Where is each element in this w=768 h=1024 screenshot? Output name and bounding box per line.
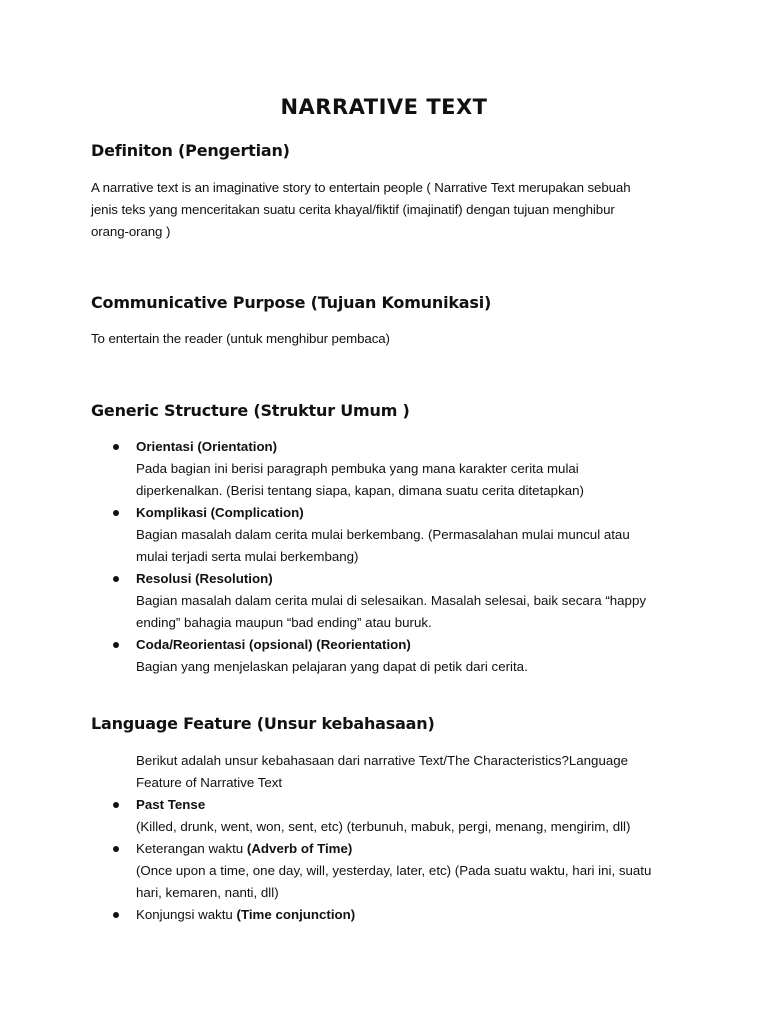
list-item-text: Bagian masalah dalam cerita mulai berkembang. (Permasalahan mulai muncul atau bbox=[136, 527, 630, 542]
definition-heading: Definiton (Pengertian) bbox=[91, 141, 290, 160]
language-intro-line: Berikut adalah unsur kebahasaan dari narrative Text/The Characteristics?Language bbox=[136, 753, 629, 768]
bullet-icon bbox=[113, 642, 119, 648]
list-item-label-plain: Konjungsi waktu bbox=[136, 907, 237, 922]
definition-line: orang-orang ) bbox=[91, 224, 171, 239]
list-item-label: Past Tense bbox=[136, 797, 206, 812]
language-heading: Language Feature (Unsur kebahasaan) bbox=[91, 714, 435, 733]
list-item-label bbox=[136, 838, 691, 860]
list-item-text: (Once upon a time, one day, will, yesterday, later, etc) (Pada suatu waktu, hari ini, suatu bbox=[136, 863, 652, 878]
structure-heading: Generic Structure (Struktur Umum ) bbox=[91, 401, 410, 420]
list-item bbox=[91, 794, 691, 838]
list-item-label-bold: (Adverb of Time) bbox=[246, 841, 353, 856]
list-item bbox=[91, 436, 691, 502]
list-item-text: (Killed, drunk, went, won, sent, etc) (terbunuh, mabuk, pergi, menang, mengirim, dll) bbox=[136, 819, 631, 834]
list-item-text: ending” bahagia maupun “bad ending” atau buruk. bbox=[136, 615, 432, 630]
list-item-label: Komplikasi (Complication) bbox=[136, 505, 304, 520]
list-item-label-bold: (Time conjunction) bbox=[236, 907, 356, 922]
list-item-label-plain: Keterangan waktu bbox=[136, 841, 247, 856]
list-item-text: Pada bagian ini berisi paragraph pembuka yang mana karakter cerita mulai bbox=[136, 461, 579, 476]
list-item-label bbox=[136, 904, 691, 926]
definition-line: jenis teks yang menceritakan suatu cerita khayal/fiktif (imajinatif) dengan tujuan menghibur bbox=[91, 202, 615, 217]
list-item-text: Bagian masalah dalam cerita mulai di selesaikan. Masalah selesai, baik secara “happy bbox=[136, 593, 646, 608]
language-intro bbox=[91, 750, 691, 794]
definition-paragraph bbox=[91, 177, 691, 243]
list-item bbox=[91, 634, 691, 678]
list-item-label: Coda/Reorientasi (opsional) (Reorientation) bbox=[136, 637, 411, 652]
list-item-label: Orientasi (Orientation) bbox=[136, 439, 278, 454]
list-item bbox=[91, 838, 691, 904]
list-item bbox=[91, 904, 691, 926]
purpose-heading: Communicative Purpose (Tujuan Komunikasi) bbox=[91, 293, 492, 312]
bullet-icon bbox=[113, 846, 119, 852]
list-item-text: diperkenalkan. (Berisi tentang siapa, kapan, dimana suatu cerita ditetapkan) bbox=[136, 483, 584, 498]
language-intro-line: Feature of Narrative Text bbox=[136, 775, 283, 790]
list-item bbox=[91, 502, 691, 568]
bullet-icon bbox=[113, 912, 119, 918]
definition-line: A narrative text is an imaginative story to entertain people ( Narrative Text merupakan sebuah bbox=[91, 180, 631, 195]
bullet-icon bbox=[113, 802, 119, 808]
list-item-label: Resolusi (Resolution) bbox=[136, 571, 273, 586]
bullet-icon bbox=[113, 510, 119, 516]
list-item bbox=[91, 568, 691, 634]
list-item-text: hari, kemaren, nanti, dll) bbox=[136, 885, 279, 900]
bullet-icon bbox=[113, 576, 119, 582]
purpose-text: To entertain the reader (untuk menghibur pembaca) bbox=[91, 331, 390, 346]
list-item-text: mulai terjadi serta mulai berkembang) bbox=[136, 549, 359, 564]
bullet-icon bbox=[113, 444, 119, 450]
document-title: NARRATIVE TEXT bbox=[280, 95, 488, 119]
list-item-text: Bagian yang menjelaskan pelajaran yang dapat di petik dari cerita. bbox=[136, 659, 528, 674]
